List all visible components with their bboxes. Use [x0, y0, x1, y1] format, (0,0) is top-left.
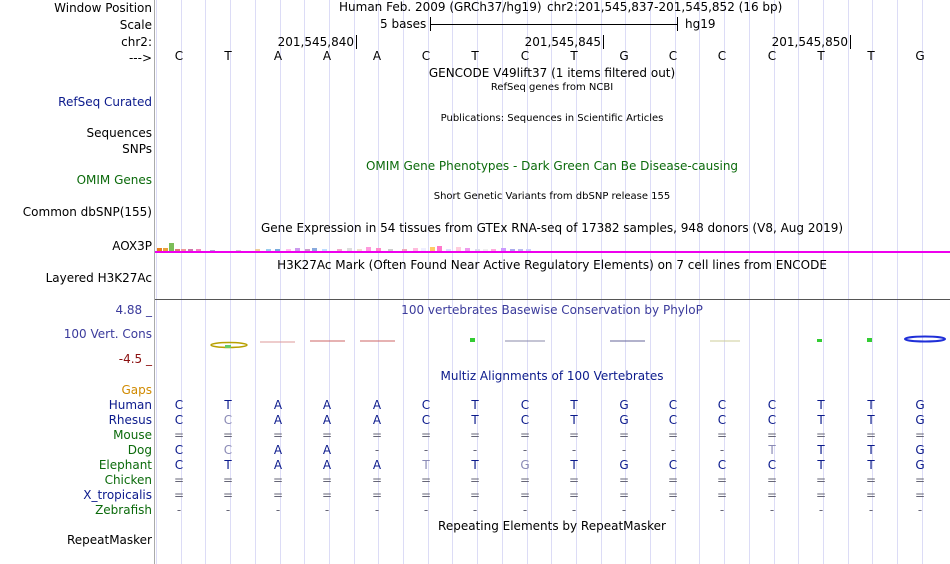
alignment-base: T — [768, 443, 776, 457]
reference-base: C — [668, 49, 678, 63]
alignment-base: = — [815, 473, 827, 487]
coord-tick-3 — [850, 35, 851, 49]
alignment-base: G — [915, 458, 925, 472]
reference-base: T — [570, 49, 578, 63]
alignment-base: T — [570, 458, 578, 472]
cons-min-value: -4.5 _ — [118, 352, 152, 366]
alignment-base: - — [225, 503, 231, 517]
alignment-base: C — [174, 398, 184, 412]
alignment-base: = — [519, 428, 531, 442]
alignment-base: - — [621, 443, 627, 457]
alignment-base: - — [472, 503, 478, 517]
alignment-base: = — [420, 428, 432, 442]
reference-base: G — [915, 49, 925, 63]
gencode-track-title[interactable]: GENCODE V49lift37 (1 items filtered out) — [428, 66, 676, 80]
h3k27ac-baseline — [155, 299, 950, 300]
grid-line — [403, 0, 404, 564]
alignment-base: T — [471, 413, 479, 427]
alignment-base: C — [174, 458, 184, 472]
alignment-base: = — [667, 428, 679, 442]
alignment-base: T — [817, 398, 825, 412]
alignment-base: = — [469, 428, 481, 442]
alignment-base: = — [716, 473, 728, 487]
grid-line — [452, 0, 453, 564]
gtex-tissue-bar[interactable] — [169, 243, 174, 251]
alignment-base: A — [372, 398, 382, 412]
alignment-base: C — [174, 443, 184, 457]
alignment-base: T — [224, 458, 232, 472]
reference-base: T — [867, 49, 875, 63]
grid-line — [699, 0, 700, 564]
publications-track-title[interactable]: Publications: Sequences in Scientific Articles — [440, 113, 664, 124]
coord-tick-2 — [603, 35, 604, 49]
species-label[interactable]: Mouse — [113, 428, 152, 442]
alignment-base: - — [522, 443, 528, 457]
alignment-base: - — [522, 503, 528, 517]
alignment-base: G — [915, 413, 925, 427]
alignment-base: - — [374, 503, 380, 517]
alignment-base: T — [471, 458, 479, 472]
grid-line — [156, 0, 157, 564]
alignment-base: = — [815, 488, 827, 502]
coord-tick-1 — [356, 35, 357, 49]
reference-base: A — [273, 49, 283, 63]
alignment-base: = — [914, 473, 926, 487]
alignment-base: T — [867, 458, 875, 472]
alignment-base: - — [719, 443, 725, 457]
alignment-base: = — [173, 428, 185, 442]
alignment-base: = — [173, 473, 185, 487]
alignment-base: T — [867, 413, 875, 427]
grid-line — [897, 0, 898, 564]
alignment-base: - — [275, 503, 281, 517]
alignment-base: = — [914, 428, 926, 442]
alignment-base: = — [618, 428, 630, 442]
coord-label-2: 201,545,845 — [524, 35, 601, 49]
repeatmasker-label[interactable]: RepeatMasker — [66, 533, 152, 547]
alignment-base: C — [520, 398, 530, 412]
scale-bar — [430, 17, 678, 31]
alignment-base: = — [766, 428, 778, 442]
alignment-base: - — [472, 443, 478, 457]
alignment-base: = — [173, 488, 185, 502]
alignment-base: - — [917, 503, 923, 517]
alignment-base: = — [272, 488, 284, 502]
alignment-base: = — [568, 473, 580, 487]
alignment-base: = — [716, 488, 728, 502]
grid-line — [798, 0, 799, 564]
phylop-conservation-graph[interactable] — [155, 330, 950, 350]
alignment-base: = — [420, 488, 432, 502]
alignment-base: A — [273, 413, 283, 427]
reference-base: A — [322, 49, 332, 63]
alignment-base: - — [719, 503, 725, 517]
alignment-base: = — [469, 473, 481, 487]
alignment-base: T — [817, 413, 825, 427]
alignment-base: T — [570, 398, 578, 412]
alignment-base: A — [273, 458, 283, 472]
refseq-label[interactable]: RefSeq Curated — [58, 95, 152, 109]
reference-base: C — [421, 49, 431, 63]
alignment-base: - — [176, 503, 182, 517]
alignment-base: = — [766, 473, 778, 487]
coord-label-3: 201,545,850 — [771, 35, 848, 49]
alignment-base: G — [915, 443, 925, 457]
alignment-base: C — [717, 458, 727, 472]
alignment-base: = — [914, 488, 926, 502]
grid-line — [354, 0, 355, 564]
window-position-label: Window Position — [54, 1, 152, 15]
species-label[interactable]: Rhesus — [108, 413, 152, 427]
alignment-base: G — [619, 398, 629, 412]
scale-label: Scale — [119, 18, 152, 32]
omim-track-title[interactable]: OMIM Gene Phenotypes - Dark Green Can Be Disease-causing — [365, 159, 739, 173]
gtex-gene-label[interactable]: AOX3P — [112, 239, 152, 253]
alignment-base: = — [371, 473, 383, 487]
alignment-base: C — [421, 413, 431, 427]
alignment-base: A — [322, 413, 332, 427]
species-label[interactable]: Elephant — [98, 458, 152, 472]
alignment-base: = — [716, 428, 728, 442]
reference-base: T — [471, 49, 479, 63]
alignment-base: T — [224, 398, 232, 412]
alignment-base: T — [422, 458, 430, 472]
alignment-base: C — [223, 443, 233, 457]
alignment-base: C — [668, 398, 678, 412]
dbsnp-label[interactable]: Common dbSNP(155) — [22, 205, 152, 219]
multiz-track-title[interactable]: Multiz Alignments of 100 Vertebrates — [440, 369, 664, 383]
reference-base: C — [717, 49, 727, 63]
alignment-base: = — [420, 473, 432, 487]
species-label[interactable]: Zebrafish — [95, 503, 152, 517]
scale-assembly: hg19 — [685, 17, 716, 31]
refseq-track-title[interactable]: RefSeq genes from NCBI — [490, 82, 614, 93]
alignment-base: - — [818, 503, 824, 517]
alignment-base: C — [668, 458, 678, 472]
alignment-base: G — [619, 413, 629, 427]
alignment-base: = — [865, 473, 877, 487]
species-label[interactable]: Chicken — [104, 473, 152, 487]
sequences-label[interactable]: Sequences — [86, 126, 152, 140]
dbsnp-track-title[interactable]: Short Genetic Variants from dbSNP release 155 — [433, 191, 671, 202]
alignment-base: C — [767, 398, 777, 412]
alignment-base: = — [272, 428, 284, 442]
alignment-base: - — [571, 443, 577, 457]
alignment-base: G — [619, 458, 629, 472]
repeatmasker-track-title[interactable]: Repeating Elements by RepeatMasker — [438, 519, 666, 533]
reference-base: C — [520, 49, 530, 63]
alignment-base: = — [371, 488, 383, 502]
alignment-base: = — [815, 428, 827, 442]
alignment-base: - — [423, 443, 429, 457]
gaps-label[interactable]: Gaps — [121, 383, 152, 397]
grid-line — [304, 0, 305, 564]
grid-line — [205, 0, 206, 564]
grid-line — [848, 0, 849, 564]
reference-base: T — [224, 49, 232, 63]
alignment-base: = — [371, 428, 383, 442]
grid-line — [650, 0, 651, 564]
alignment-base: = — [618, 488, 630, 502]
alignment-base: - — [769, 503, 775, 517]
alignment-base: = — [568, 488, 580, 502]
h3k27ac-track-title[interactable]: H3K27Ac Mark (Often Found Near Active Regulatory Elements) on 7 cell lines from ENCODE — [277, 258, 827, 272]
alignment-base: T — [817, 443, 825, 457]
alignment-base: G — [915, 398, 925, 412]
alignment-base: = — [667, 488, 679, 502]
alignment-base: = — [469, 488, 481, 502]
alignment-base: - — [670, 503, 676, 517]
strand-label[interactable]: ---> — [128, 51, 152, 65]
alignment-base: - — [423, 503, 429, 517]
label-separator — [154, 0, 155, 564]
reference-base: C — [174, 49, 184, 63]
cons-max-value: 4.88 _ — [115, 303, 152, 317]
alignment-base: T — [817, 458, 825, 472]
alignment-base: C — [717, 398, 727, 412]
alignment-base: T — [471, 398, 479, 412]
alignment-base: - — [868, 503, 874, 517]
assembly-title: Human Feb. 2009 (GRCh37/hg19) — [339, 0, 542, 14]
coord-label-1: 201,545,840 — [277, 35, 354, 49]
alignment-base: A — [322, 443, 332, 457]
alignment-base: C — [717, 413, 727, 427]
alignment-base: = — [766, 488, 778, 502]
alignment-base: C — [767, 458, 777, 472]
alignment-base: = — [321, 428, 333, 442]
alignment-base: - — [374, 443, 380, 457]
alignment-base: C — [223, 413, 233, 427]
alignment-base: C — [520, 413, 530, 427]
alignment-base: = — [667, 473, 679, 487]
species-label[interactable]: X_tropicalis — [83, 488, 152, 502]
alignment-base: C — [668, 413, 678, 427]
alignment-base: = — [519, 488, 531, 502]
alignment-base: A — [372, 413, 382, 427]
species-label[interactable]: Human — [108, 398, 152, 412]
grid-line — [255, 0, 256, 564]
alignment-base: = — [222, 428, 234, 442]
alignment-base: = — [568, 428, 580, 442]
alignment-base: A — [372, 458, 382, 472]
alignment-base: A — [273, 398, 283, 412]
h3k27ac-label[interactable]: Layered H3K27Ac — [45, 271, 152, 285]
alignment-base: C — [767, 413, 777, 427]
alignment-base: T — [867, 443, 875, 457]
snps-label[interactable]: SNPs — [122, 142, 152, 156]
reference-base: A — [372, 49, 382, 63]
alignment-base: = — [272, 473, 284, 487]
gtex-baseline — [155, 251, 950, 253]
chr-label: chr2: — [121, 35, 152, 49]
alignment-base: = — [222, 473, 234, 487]
alignment-base: = — [321, 473, 333, 487]
alignment-base: C — [421, 398, 431, 412]
gtex-track-title[interactable]: Gene Expression in 54 tissues from GTEx RNA-seq of 17382 samples, 948 donors (V8, Aug 2019) — [260, 221, 844, 235]
alignment-base: A — [273, 443, 283, 457]
alignment-base: G — [520, 458, 530, 472]
alignment-base: = — [865, 488, 877, 502]
alignment-base: = — [321, 488, 333, 502]
alignment-base: - — [670, 443, 676, 457]
position-readout: chr2:201,545,837-201,545,852 (16 bp) — [547, 0, 783, 14]
alignment-base: C — [174, 413, 184, 427]
alignment-base: - — [621, 503, 627, 517]
alignment-base: A — [322, 398, 332, 412]
omim-label[interactable]: OMIM Genes — [76, 173, 152, 187]
reference-base: T — [817, 49, 825, 63]
alignment-base: T — [570, 413, 578, 427]
species-label[interactable]: Dog — [127, 443, 152, 457]
alignment-base: A — [322, 458, 332, 472]
grid-line — [749, 0, 750, 564]
alignment-base: T — [867, 398, 875, 412]
cons-label[interactable]: 100 Vert. Cons — [63, 327, 152, 341]
reference-base: C — [767, 49, 777, 63]
alignment-base: = — [222, 488, 234, 502]
alignment-base: - — [324, 503, 330, 517]
scale-text: 5 bases — [380, 17, 427, 31]
alignment-base: - — [571, 503, 577, 517]
alignment-base: = — [865, 428, 877, 442]
reference-base: G — [619, 49, 629, 63]
alignment-base: = — [519, 473, 531, 487]
cons-track-title[interactable]: 100 vertebrates Basewise Conservation by PhyloP — [401, 303, 703, 317]
alignment-base: = — [618, 473, 630, 487]
